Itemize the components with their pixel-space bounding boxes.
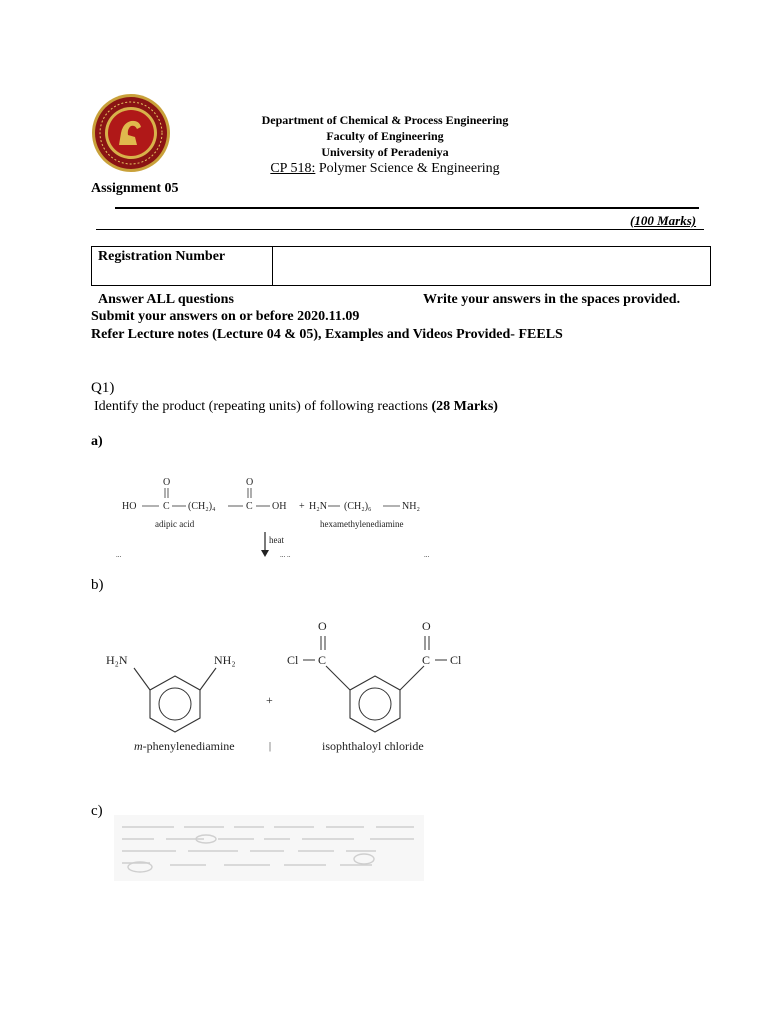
ring2-bond-right <box>400 666 424 690</box>
reactant-isophthaloyl-chloride: isophthaloyl chloride <box>322 739 424 753</box>
heat-condition: heat <box>269 535 284 545</box>
department-name: Department of Chemical & Process Engineering <box>261 113 509 127</box>
part-c-faint-reaction-image <box>114 815 424 881</box>
university-name: University of Peradeniya <box>321 145 449 159</box>
faint-image-background <box>114 815 424 881</box>
eq-oxygen-1: O <box>163 477 171 488</box>
benzene-ring-1 <box>150 676 200 732</box>
heat-arrow-head <box>261 550 269 557</box>
eq-ch2-6: (CH₂)₆ <box>344 501 372 512</box>
eq-oh: OH <box>272 501 287 512</box>
benzene-ring-1-circle <box>159 688 191 720</box>
eq-h2n: H₂N <box>309 501 327 512</box>
course-name: Polymer Science & Engineering <box>315 161 500 176</box>
ring1-bond-left <box>134 668 150 690</box>
right-carbonyl-c: C <box>422 653 431 667</box>
header-rule-top <box>115 207 699 209</box>
question-text: Identify the product (repeating units) of following reactions <box>94 399 432 414</box>
registration-label: Registration Number <box>92 247 273 286</box>
eq-carbon-1: C <box>163 501 170 512</box>
write-answers-instruction: Write your answers in the spaces provided. <box>423 292 681 307</box>
reaction-separator: | <box>269 741 272 752</box>
eq-plus: + <box>299 501 305 512</box>
marks-total: (100 Marks) <box>630 213 697 228</box>
left-cl: Cl <box>287 653 299 667</box>
part-a-label: a) <box>91 434 103 449</box>
eq-oxygen-2: O <box>246 477 254 488</box>
part-b-reaction-scheme <box>100 612 480 757</box>
right-oxygen: O <box>422 619 431 633</box>
course-code: CP 518: <box>270 161 316 176</box>
left-oxygen: O <box>318 619 327 633</box>
question-number: Q1) <box>91 380 115 396</box>
ring1-nh2: NH₂ <box>214 653 236 667</box>
scheme-dots-2: ... .. <box>280 551 291 559</box>
reference-instruction: Refer Lecture notes (Lecture 04 & 05), Examples and Videos Provided- FEELS <box>91 327 563 342</box>
faculty-name: Faculty of Engineering <box>326 129 444 143</box>
part-c-label: c) <box>91 803 103 819</box>
assignment-label: Assignment 05 <box>91 181 179 196</box>
submission-date-instruction: Submit your answers on or before 2020.11.09 <box>91 309 360 324</box>
header-rule-bottom <box>96 229 704 230</box>
answer-all-instruction: Answer ALL questions <box>98 292 234 307</box>
question-prompt <box>94 399 498 415</box>
document-header <box>180 112 590 177</box>
benzene-ring-2 <box>350 676 400 732</box>
scheme-dots-1: ... <box>116 551 122 559</box>
ring1-h2n: H₂N <box>106 653 128 667</box>
ring2-bond-left <box>326 666 350 690</box>
reactant-hexamethylenediamine: hexamethylenediamine <box>320 519 404 529</box>
eq-nh2: NH₂ <box>402 501 420 512</box>
reactant-m-phenylenediamine: m-phenylenediamine <box>134 739 235 753</box>
right-cl: Cl <box>450 653 462 667</box>
eq-ho: HO <box>122 501 137 512</box>
part-a-reaction-scheme <box>110 470 460 565</box>
benzene-ring-2-circle <box>359 688 391 720</box>
eq-ch2-4: (CH₂)₄ <box>188 501 216 512</box>
university-seal-logo <box>91 93 171 173</box>
registration-number-field[interactable] <box>273 247 711 286</box>
left-carbonyl-c: C <box>318 653 327 667</box>
scheme-dots-3: ... <box>424 551 430 559</box>
reactant-adipic-acid: adipic acid <box>155 519 195 529</box>
registration-table <box>91 246 711 286</box>
course-title <box>180 161 590 177</box>
part-b-label: b) <box>91 577 104 593</box>
ring1-bond-right <box>200 668 216 690</box>
question-marks: (28 Marks) <box>431 399 498 414</box>
reaction-plus: + <box>266 693 273 707</box>
eq-carbon-2: C <box>246 501 253 512</box>
